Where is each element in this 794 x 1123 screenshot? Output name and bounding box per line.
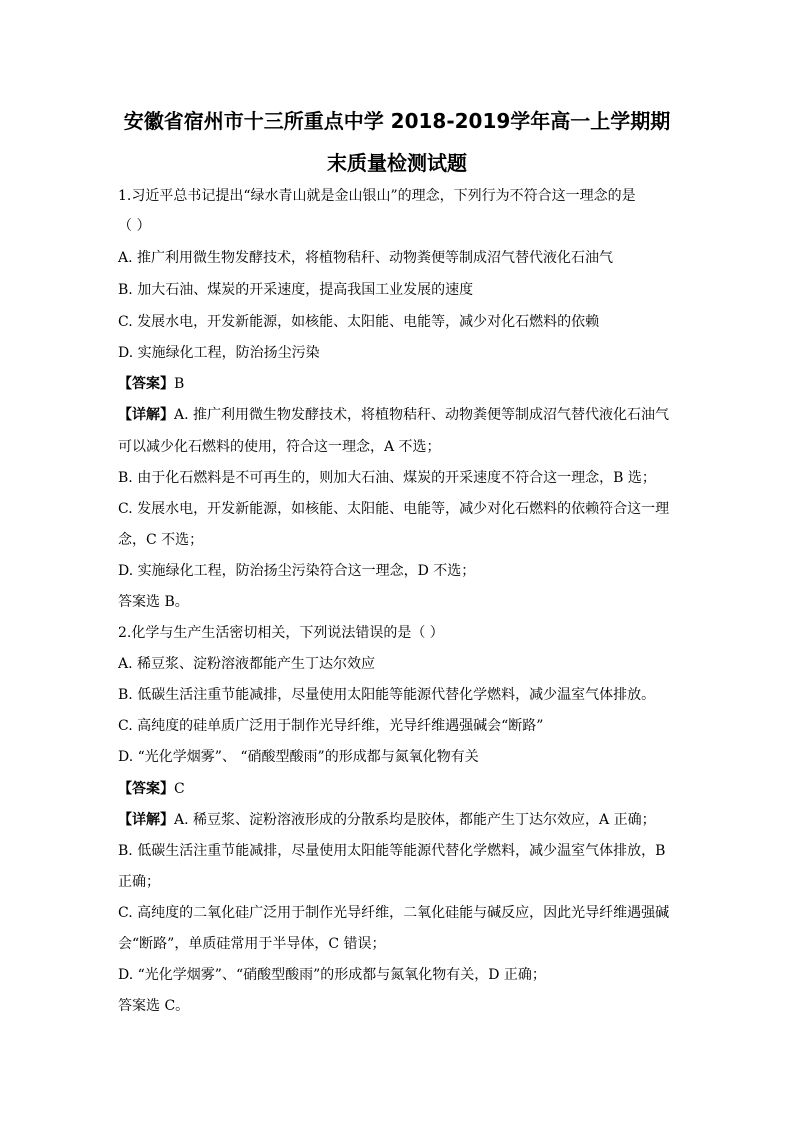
q2-option-b: B. 低碳生活注重节能减排，尽量使用太阳能等能源代替化学燃料，减少温室气体排放。	[118, 687, 656, 703]
q1-stem: 1.习近平总书记提出“绿水青山就是金山银山”的理念，下列行为不符合这一理念的是	[118, 188, 636, 204]
q2-option-d: D. “光化学烟雾”、 “硝酸型酸雨”的形成都与氮氧化物有关	[118, 749, 479, 765]
q1-option-c: C. 发展水电，开发新能源，如核能、太阳能、电能等，减少对化石燃料的依赖	[118, 314, 600, 330]
q2-option-a: A. 稀豆浆、淀粉溶液都能产生丁达尔效应	[118, 656, 376, 672]
q2-detail-line-7: 答案选 C。	[118, 998, 190, 1014]
q2-detail-line-4: C. 高纯度的二氧化硅广泛用于制作光导纤维，二氧化硅能与碱反应，因此光导纤维遇强碱	[118, 905, 670, 921]
q1-detail-tag: 【详解】	[118, 407, 174, 423]
q1-detail-line-6: D. 实施绿化工程，防治扬尘污染符合这一理念，D 不选；	[118, 563, 476, 579]
q1-detail-line-1	[118, 405, 669, 425]
q1-detail-line-2: 可以减少化石燃料的使用，符合这一理念，A 不选；	[118, 439, 441, 455]
q2-option-c: C. 高纯度的硅单质广泛用于制作光导纤维，光导纤维遇强碱会“断路”	[118, 718, 544, 734]
q2-stem: 2.化学与生产生活密切相关，下列说法错误的是（ ）	[118, 625, 444, 641]
q1-answer-tag: 【答案】	[118, 376, 174, 392]
q1-option-a: A. 推广利用微生物发酵技术，将植物秸秆、动物粪便等制成沼气替代液化石油气	[118, 250, 614, 266]
q2-detail-line-5: 会“断路”，单质硅常用于半导体，C 错误；	[118, 936, 386, 952]
q1-detail-text-1: A. 推广利用微生物发酵技术，将植物秸秆、动物粪便等制成沼气替代液化石油气	[174, 407, 670, 423]
q2-answer-value: C	[174, 781, 185, 797]
q2-detail-text-1: A. 稀豆浆、淀粉溶液形成的分散系均是胶体，都能产生丁达尔效应，A 正确；	[174, 812, 656, 828]
q2-answer-tag: 【答案】	[118, 781, 174, 797]
q1-option-b: B. 加大石油、煤炭的开采速度，提高我国工业发展的速度	[118, 282, 474, 298]
q2-answer	[118, 779, 185, 799]
q2-detail-line-1	[118, 810, 656, 830]
q1-answer-value: B	[174, 376, 185, 392]
q1-detail-line-7: 答案选 B。	[118, 594, 189, 610]
q1-paren: （ ）	[118, 218, 151, 234]
q2-detail-line-2: B. 低碳生活注重节能减排，尽量使用太阳能等能源代替化学燃料，减少温室气体排放，B	[118, 843, 666, 859]
doc-title-line-1: 安徽省宿州市十三所重点中学 2018-2019学年高一上学期期	[123, 109, 671, 133]
q1-detail-line-4: C. 发展水电，开发新能源，如核能、太阳能、电能等，减少对化石燃料的依赖符合这一理	[118, 501, 670, 517]
q1-detail-line-3: B. 由于化石燃料是不可再生的，则加大石油、煤炭的开采速度不符合这一理念，B 选；	[118, 470, 656, 486]
q2-detail-line-6: D. “光化学烟雾”、“硝酸型酸雨”的形成都与氮氧化物有关，D 正确；	[118, 967, 546, 983]
q1-detail-line-5: 念，C 不选；	[118, 532, 204, 548]
q2-detail-tag: 【详解】	[118, 812, 174, 828]
doc-title-line-2: 末质量检测试题	[327, 151, 467, 175]
q1-answer	[118, 374, 184, 394]
q1-option-d: D. 实施绿化工程，防治扬尘污染	[118, 345, 320, 361]
q2-detail-line-3: 正确；	[118, 874, 160, 890]
